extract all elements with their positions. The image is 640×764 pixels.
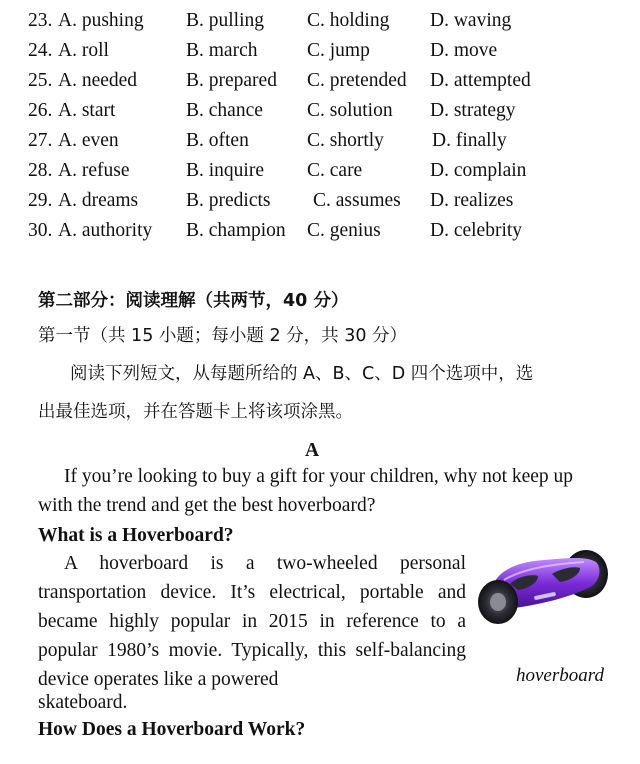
option-a: A. roll (58, 40, 109, 61)
question-number: 23. (28, 10, 53, 31)
question-number: 27. (28, 130, 53, 151)
section1-heading: 第一节（共 15 小题；每小题 2 分，共 30 分） (38, 326, 408, 346)
option-row (0, 66, 640, 96)
instruction-line-2: 出最佳选项，并在答题卡上将该项涂黑。 (38, 402, 353, 422)
option-b: B. march (186, 40, 258, 61)
option-a: A. even (58, 130, 119, 151)
option-d: D. attempted (430, 70, 531, 91)
question-number: 24. (28, 40, 53, 61)
option-row (0, 96, 640, 126)
option-d: D. move (430, 40, 498, 61)
question-number: 25. (28, 70, 53, 91)
option-a: A. start (58, 100, 116, 121)
option-c: C. solution (307, 100, 393, 121)
option-c: C. shortly (307, 130, 384, 151)
image-caption: hoverboard (516, 665, 604, 686)
part2-heading: 第二部分：阅读理解（共两节，40 分） (38, 291, 349, 311)
option-d: D. celebrity (430, 220, 523, 241)
question-number: 28. (28, 160, 53, 181)
body-line-5: device operates like a powered (38, 669, 279, 690)
option-d: D. waving (430, 10, 512, 31)
option-d: D. finally (432, 130, 507, 151)
option-row (0, 156, 640, 186)
option-row (0, 6, 640, 36)
instruction-line-1: 阅读下列短文，从每题所给的 A、B、C、D 四个选项中，选 (70, 364, 534, 384)
option-row (0, 126, 640, 156)
option-b: B. chance (186, 100, 263, 121)
what-is-heading: What is a Hoverboard? (38, 525, 234, 546)
option-c: C. jump (307, 40, 370, 61)
body-line-2: transportation device. It’s electrical, portable and (38, 582, 466, 603)
body-line-1: A hoverboard is a two-wheeled personal (64, 553, 466, 574)
option-b: B. predicts (186, 190, 271, 211)
option-d: D. complain (430, 160, 527, 181)
question-number: 30. (28, 220, 53, 241)
option-b: B. often (186, 130, 249, 151)
option-c: C. care (307, 160, 363, 181)
option-b: B. inquire (186, 160, 264, 181)
option-c: C. holding (307, 10, 390, 31)
option-c: C. assumes (313, 190, 401, 211)
hoverboard-image (474, 544, 614, 628)
option-a: A. needed (58, 70, 138, 91)
body-line-3: became highly popular in 2015 in reference to a (38, 611, 466, 632)
intro-line-1: If you’re looking to buy a gift for your children, why not keep up (64, 466, 574, 487)
option-d: D. realizes (430, 190, 514, 211)
option-b: B. pulling (186, 10, 265, 31)
question-number: 26. (28, 100, 53, 121)
body-line-6: skateboard. (38, 692, 128, 713)
option-b: B. champion (186, 220, 286, 241)
option-a: A. refuse (58, 160, 130, 181)
option-row (0, 216, 640, 246)
option-row (0, 36, 640, 66)
option-b: B. prepared (186, 70, 277, 91)
option-row (0, 186, 640, 216)
option-a: A. authority (58, 220, 153, 241)
intro-line-2: with the trend and get the best hoverboard? (38, 495, 376, 516)
option-a: A. dreams (58, 190, 139, 211)
option-d: D. strategy (430, 100, 516, 121)
body-line-4: popular 1980’s movie. Typically, this self-balancing (38, 640, 466, 661)
option-a: A. pushing (58, 10, 144, 31)
option-c: C. pretended (307, 70, 407, 91)
passage-letter: A (305, 440, 320, 461)
option-c: C. genius (307, 220, 381, 241)
how-does-heading: How Does a Hoverboard Work? (38, 719, 306, 740)
question-number: 29. (28, 190, 53, 211)
